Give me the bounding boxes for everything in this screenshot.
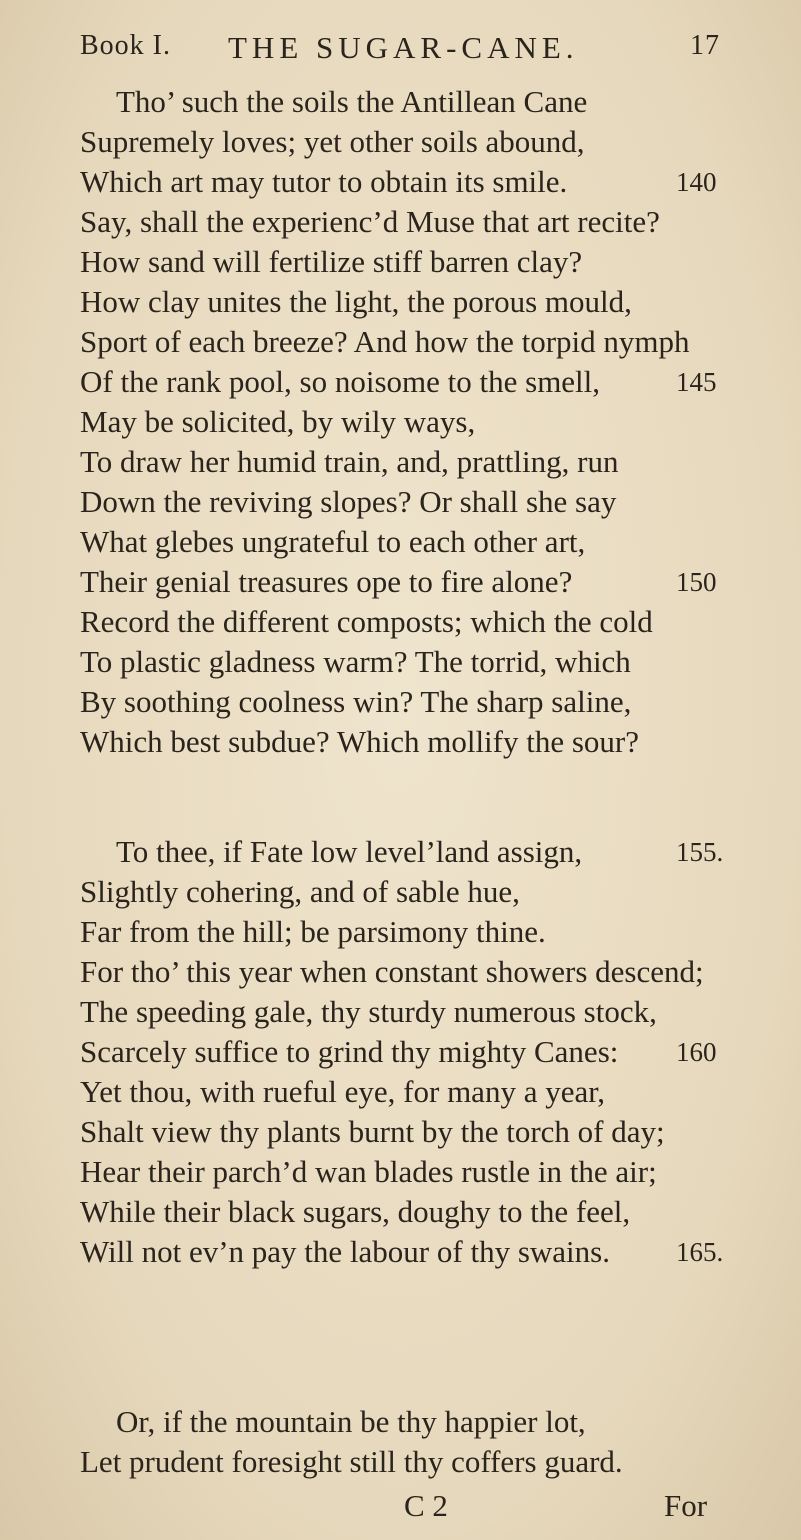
verse-text: How clay unites the light, the porous mould, xyxy=(80,284,632,319)
verse-text: Scarcely suffice to grind thy mighty Canes: xyxy=(80,1034,619,1069)
verse-text: The speeding gale, thy sturdy numerous stock, xyxy=(80,994,657,1029)
verse-line xyxy=(0,1032,801,1072)
line-number: 160 xyxy=(676,1037,717,1067)
verse-line xyxy=(0,992,801,1032)
verse-text: To plastic gladness warm? The torrid, which xyxy=(80,644,631,679)
verse-text: Say, shall the experienc’d Muse that art recite? xyxy=(80,204,660,239)
verse-text: For tho’ this year when constant showers descend; xyxy=(80,954,704,989)
verse-text: Tho’ such the soils the Antillean Cane xyxy=(116,84,588,119)
stanza-3 xyxy=(0,1402,801,1482)
running-title: THE SUGAR-CANE. xyxy=(228,30,579,65)
verse-text: Which best subdue? Which mollify the sour? xyxy=(80,724,640,759)
verse-line xyxy=(0,1192,801,1232)
verse-text: Of the rank pool, so noisome to the smell, xyxy=(80,364,601,399)
stanza-2 xyxy=(0,832,801,1272)
verse-text: By soothing coolness win? The sharp saline, xyxy=(80,684,632,719)
verse-line xyxy=(0,1072,801,1112)
verse-text: Which art may tutor to obtain its smile. xyxy=(80,164,568,199)
verse-line xyxy=(0,522,801,562)
verse-text: To draw her humid train, and, prattling, run xyxy=(80,444,619,479)
verse-line xyxy=(0,832,801,872)
verse-line xyxy=(0,202,801,242)
verse-text: Far from the hill; be parsimony thine. xyxy=(80,914,546,949)
verse-text: May be solicited, by wily ways, xyxy=(80,404,476,439)
line-number: 165. xyxy=(676,1237,724,1267)
verse-line xyxy=(0,562,801,602)
verse-text: Slightly cohering, and of sable hue, xyxy=(80,874,520,909)
verse-text: Will not ev’n pay the labour of thy swains. xyxy=(80,1234,610,1269)
verse-line xyxy=(0,402,801,442)
verse-line xyxy=(0,872,801,912)
stanza-1 xyxy=(0,82,801,762)
signature-mark: C 2 xyxy=(404,1488,448,1523)
running-header xyxy=(80,30,720,70)
line-number: 155. xyxy=(676,837,724,867)
verse-line xyxy=(0,602,801,642)
line-number: 145 xyxy=(676,367,717,397)
verse-text: Yet thou, with rueful eye, for many a year, xyxy=(80,1074,606,1109)
verse-text: Supremely loves; yet other soils abound, xyxy=(80,124,585,159)
verse-text: Record the different composts; which the cold xyxy=(80,604,653,639)
verse-line xyxy=(0,122,801,162)
verse-line xyxy=(0,482,801,522)
verse-text: Hear their parch’d wan blades rustle in the air; xyxy=(80,1154,657,1189)
verse-text: Down the reviving slopes? Or shall she say xyxy=(80,484,617,519)
verse-line xyxy=(0,162,801,202)
verse-text: While their black sugars, doughy to the feel, xyxy=(80,1194,631,1229)
page-number: 17 xyxy=(690,30,720,61)
verse-line xyxy=(0,952,801,992)
verse-line xyxy=(0,682,801,722)
book-label: Book I. xyxy=(80,30,171,61)
verse-text: Their genial treasures ope to fire alone? xyxy=(80,564,573,599)
verse-text: Sport of each breeze? And how the torpid nymph xyxy=(80,324,690,359)
verse-line xyxy=(0,282,801,322)
verse-text: Shalt view thy plants burnt by the torch of day; xyxy=(80,1114,665,1149)
verse-line xyxy=(0,642,801,682)
verse-line xyxy=(0,1442,801,1482)
verse-text: To thee, if Fate low level’land assign, xyxy=(116,834,583,869)
verse-line xyxy=(0,1402,801,1442)
verse-text: Let prudent foresight still thy coffers guard. xyxy=(80,1444,623,1479)
verse-line xyxy=(0,912,801,952)
verse-line xyxy=(0,1112,801,1152)
verse-line xyxy=(0,242,801,282)
catchword: For xyxy=(664,1488,708,1523)
verse-line xyxy=(0,1152,801,1192)
verse-line xyxy=(0,362,801,402)
verse-line xyxy=(0,722,801,762)
verse-line xyxy=(0,1232,801,1272)
line-number: 140 xyxy=(676,167,717,197)
verse-text: How sand will fertilize stiff barren clay? xyxy=(80,244,583,279)
verse-line xyxy=(0,442,801,482)
line-number: 150 xyxy=(676,567,717,597)
page-footer xyxy=(0,1486,801,1526)
verse-line xyxy=(0,82,801,122)
verse-line xyxy=(0,322,801,362)
verse-text: Or, if the mountain be thy happier lot, xyxy=(116,1404,586,1439)
verse-text: What glebes ungrateful to each other art, xyxy=(80,524,586,559)
